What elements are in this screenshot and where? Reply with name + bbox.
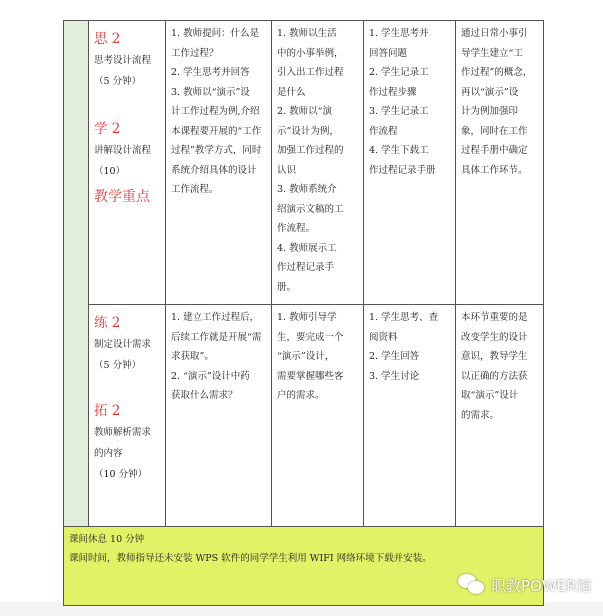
teacher-activity-cell: [166, 305, 272, 527]
text-line: 作流程。: [277, 223, 316, 234]
text-line: 是什么: [277, 86, 306, 98]
text-line: 中的小事举例，: [277, 47, 344, 59]
text-line: 示”设计为例，: [277, 125, 339, 137]
stage-desc: 思考设计流程: [94, 55, 152, 66]
text-line: 作过程步骤: [369, 86, 417, 98]
watermark-text: 职教POWER馆: [491, 576, 592, 595]
text-line: 引入出工作过程: [277, 67, 344, 78]
side-column: [64, 21, 89, 527]
lesson-plan-table: [63, 20, 544, 606]
text-line: 2. 学生记录工: [369, 67, 429, 78]
text-line: 象，同时在工作: [461, 125, 528, 137]
text-line: 认识: [277, 164, 297, 176]
text-line: 户的需求。: [277, 390, 325, 401]
text-line: 过程手册中确定: [461, 145, 528, 156]
stage-desc: 的内容: [94, 448, 123, 459]
text-line: 本课程要开展的“工作: [171, 125, 262, 137]
text-line: 3. 学生记录工: [369, 106, 429, 117]
text-line: 工作流程。: [171, 184, 219, 195]
teacher-activity-cell: [166, 21, 272, 305]
wechat-icon: [458, 574, 486, 596]
stage-duration: （10 分钟）: [94, 469, 148, 480]
stage-title: 拓 2: [94, 403, 121, 419]
stage-title: 学 2: [94, 121, 121, 137]
design-intent-cell: [456, 305, 544, 527]
stage-cell: [89, 21, 166, 305]
text-line: 2. 学生回答: [369, 351, 420, 362]
stage-duration: （10）: [94, 166, 126, 177]
text-line: 3. 教师以“演示”设: [171, 86, 250, 98]
text-line: 系统介绍具体的设计: [171, 164, 257, 176]
text-line: 过程”教学方式，同时: [171, 145, 262, 156]
text-line: “演示”设计，: [277, 351, 335, 362]
text-line: 改变学生的设计: [461, 331, 528, 343]
stage-title: 思 2: [94, 31, 121, 47]
text-line: 作过程记录手册: [369, 164, 436, 176]
text-line: 2. 学生思考并回答: [171, 67, 250, 78]
text-line: 计工作过程为例,介绍: [171, 106, 260, 117]
text-line: 本环节重要的是: [461, 312, 528, 323]
stage-desc: 制定设计需求: [94, 339, 152, 350]
text-line: 具体工作环节。: [461, 164, 528, 176]
table-row: [64, 21, 544, 305]
text-line: 册。: [277, 281, 297, 293]
text-line: 获取什么需求？: [171, 390, 238, 401]
text-line: 加强工作过程的: [277, 145, 344, 156]
text-line: 作过程记录手: [277, 262, 335, 273]
text-line: 1. 学生思考、查: [369, 312, 439, 323]
text-line: 通过日常小事引: [461, 28, 528, 39]
text-line: 的需求。: [461, 409, 500, 421]
text-line: 绍演示文稿的工: [277, 203, 344, 215]
text-line: 生，要完成一个: [277, 331, 344, 343]
text-line: 2. 教师以“演: [277, 106, 332, 117]
text-line: 1. 建立工作过程后，: [171, 312, 260, 323]
teaching-method-cell: [272, 305, 364, 527]
break-note: 课间时间，教师指导还未安装 WPS 软件的同学学生利用 WIFI 网络环境下载并安装。: [69, 553, 432, 564]
design-intent-cell: [456, 21, 544, 305]
text-line: 求获取”。: [171, 351, 214, 362]
text-line: 2. “演示”设计中药: [171, 370, 250, 382]
text-line: 回答问题: [369, 47, 408, 59]
text-line: 作过程”的概念，: [461, 67, 533, 78]
stage-duration: （5 分钟）: [94, 76, 142, 87]
text-line: 3. 学生讨论: [369, 370, 420, 382]
text-line: 工作过程？: [171, 47, 219, 59]
text-line: 意识，教导学生: [461, 351, 528, 362]
break-title: 课间休息 10 分钟: [69, 534, 145, 545]
text-line: 1. 教师以生活: [277, 28, 337, 39]
text-line: 1. 教师引导学: [277, 312, 337, 323]
stage-cell: [89, 305, 166, 527]
text-line: 1. 教师提问：什么是: [171, 28, 260, 39]
student-activity-cell: [364, 305, 456, 527]
stage-title: 教学重点: [94, 189, 150, 205]
student-activity-cell: [364, 21, 456, 305]
table-row: [64, 305, 544, 527]
text-line: 取“演示”设计: [461, 390, 519, 401]
teaching-method-cell: [272, 21, 364, 305]
text-line: 再以“演示”设: [461, 86, 519, 98]
text-line: 需要掌握哪些客: [277, 370, 344, 382]
text-line: 计为例加强印: [461, 106, 519, 117]
text-line: 阅资料: [369, 331, 398, 343]
text-line: 导学生建立“工: [461, 47, 523, 59]
text-line: 作流程: [369, 125, 398, 137]
text-line: 4. 学生下载工: [369, 145, 429, 156]
text-line: 3. 教师系统介: [277, 184, 337, 195]
text-line: 4. 教师展示工: [277, 242, 337, 254]
text-line: 1. 学生思考并: [369, 28, 429, 39]
stage-duration: （5 分钟）: [94, 360, 142, 371]
stage-title: 练 2: [94, 315, 121, 331]
watermark: [458, 574, 592, 596]
text-line: 以正确的方法获: [461, 370, 528, 382]
stage-desc: 教师解析需求: [94, 427, 152, 438]
text-line: 后续工作就是开展“需: [171, 331, 262, 343]
stage-desc: 讲解设计流程: [94, 145, 152, 156]
